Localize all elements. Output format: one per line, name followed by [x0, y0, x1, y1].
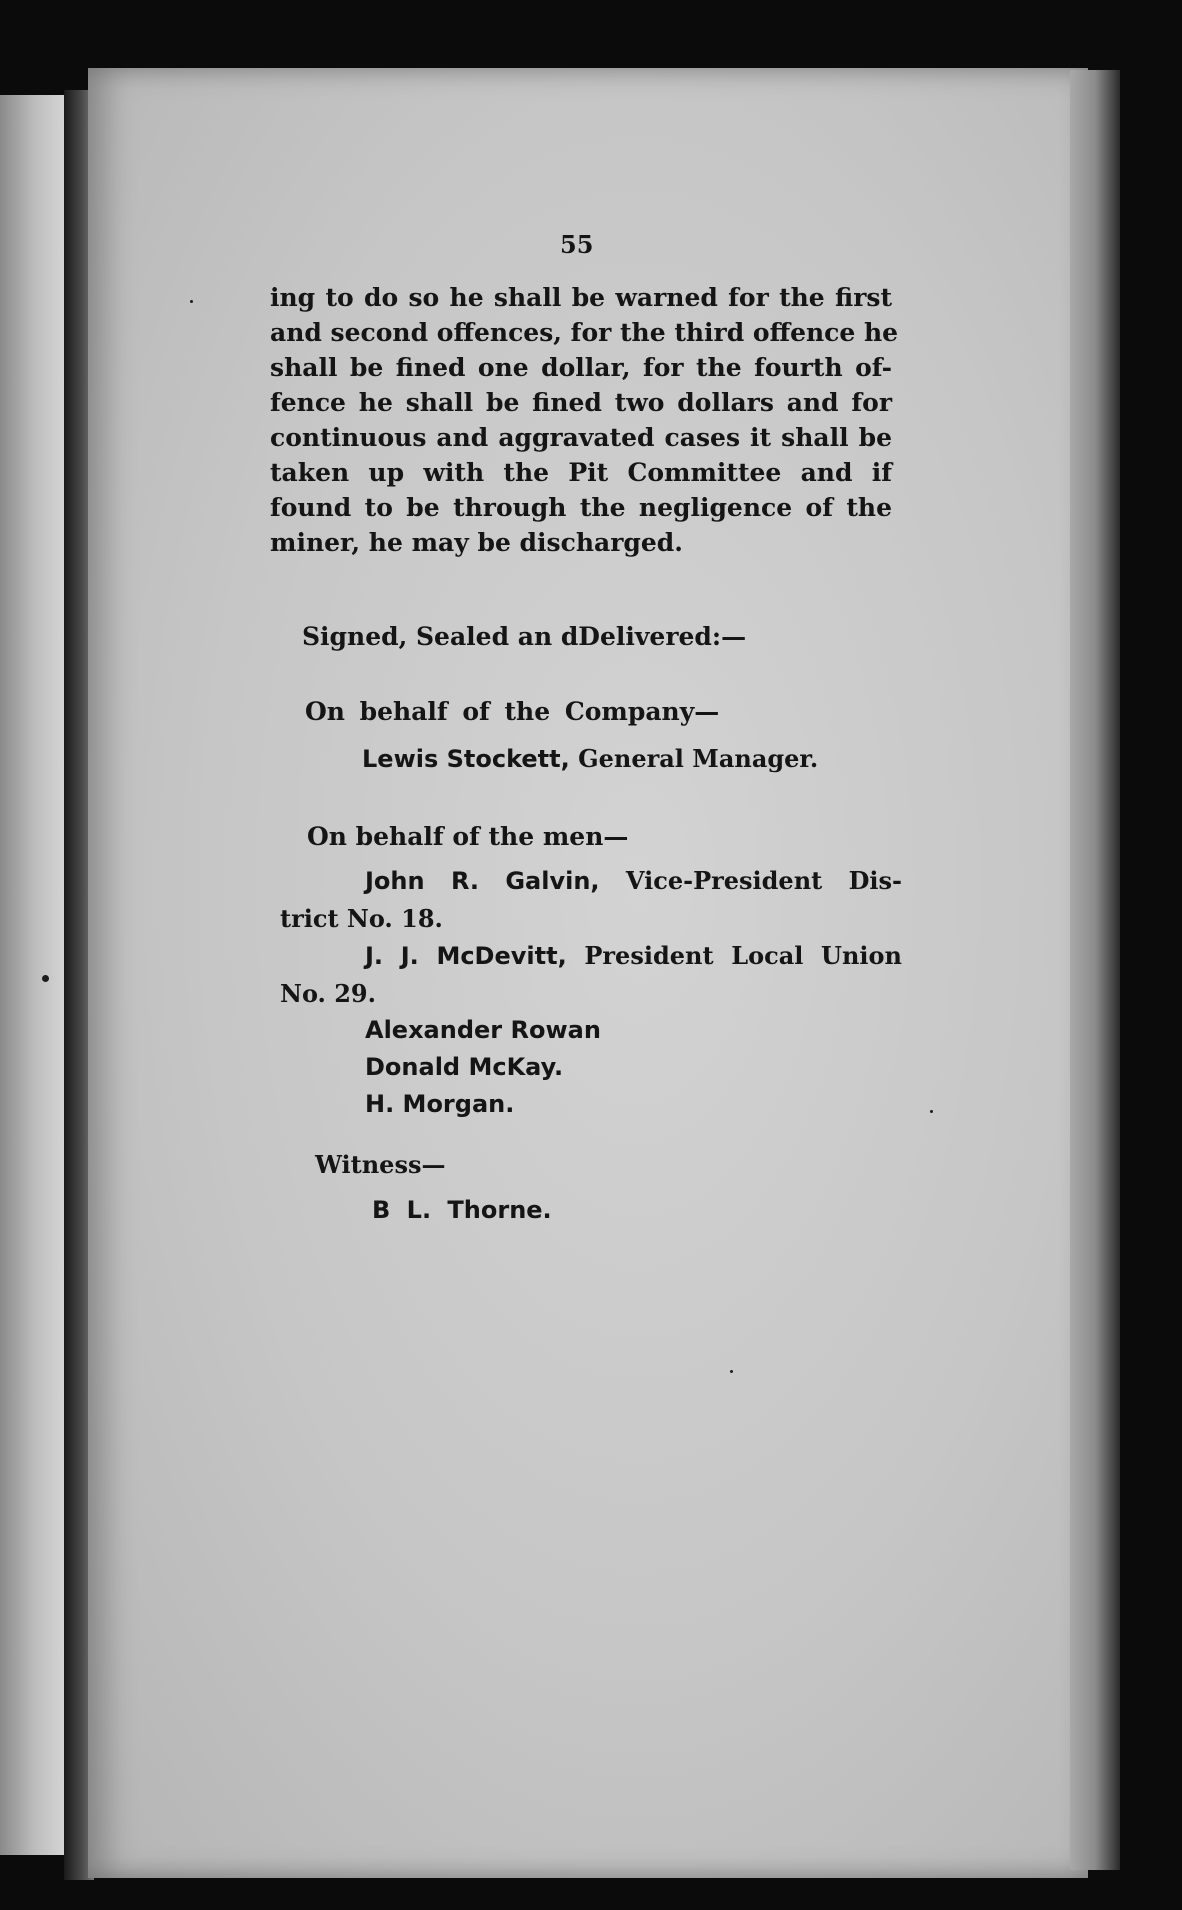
- body-line: taken up with the Pit Committee and if: [270, 458, 892, 487]
- company-signatory: [362, 744, 818, 773]
- ink-speck: [730, 1370, 733, 1373]
- signatory-name: Alexander Rowan: [365, 1016, 601, 1044]
- company-signatory-name: Lewis Stockett,: [362, 745, 570, 773]
- company-signatory-title: General Manager.: [569, 744, 819, 773]
- witness-name: B L. Thorne.: [372, 1196, 552, 1224]
- signatory-line-cont: trict No. 18.: [280, 904, 443, 933]
- body-line: fence he shall be fined two dollars and for: [270, 388, 892, 417]
- ink-speck: [42, 975, 49, 982]
- page-number: 55: [560, 230, 594, 259]
- witness-heading: Witness—: [315, 1150, 446, 1179]
- men-signatories: [280, 862, 902, 1123]
- men-heading: On behalf of the men—: [307, 822, 629, 851]
- body-line: found to be through the negligence of the: [270, 493, 892, 522]
- signatory-line-cont: No. 29.: [280, 979, 376, 1008]
- signatory-title: Vice-President Dis-: [599, 866, 902, 895]
- signatory-line: [280, 862, 902, 900]
- body-line: ing to do so he shall be warned for the first: [270, 283, 892, 312]
- body-line: shall be fined one dollar, for the fourth of-: [270, 353, 892, 382]
- company-heading: On behalf of the Company—: [305, 697, 720, 726]
- signed-sealed-line: Signed, Sealed an dDelivered:—: [302, 622, 747, 651]
- signatory-line: [280, 937, 902, 975]
- signatory-name: John R. Galvin,: [365, 867, 600, 895]
- page-right-edge: [1070, 70, 1120, 1870]
- body-line: miner, he may be discharged.: [270, 528, 683, 557]
- signatory-name: J. J. McDevitt,: [365, 942, 567, 970]
- ink-speck: [930, 1110, 933, 1113]
- signatory-title: President Local Union: [566, 941, 903, 970]
- facing-page-edge: [0, 95, 70, 1855]
- body-line: continuous and aggravated cases it shall be: [270, 423, 892, 452]
- body-paragraph: [270, 280, 899, 560]
- body-line: and second offences, for the third offence he: [270, 318, 899, 347]
- signatory-name: H. Morgan.: [365, 1090, 515, 1118]
- ink-speck: [190, 300, 193, 303]
- signatory-name: Donald McKay.: [365, 1053, 564, 1081]
